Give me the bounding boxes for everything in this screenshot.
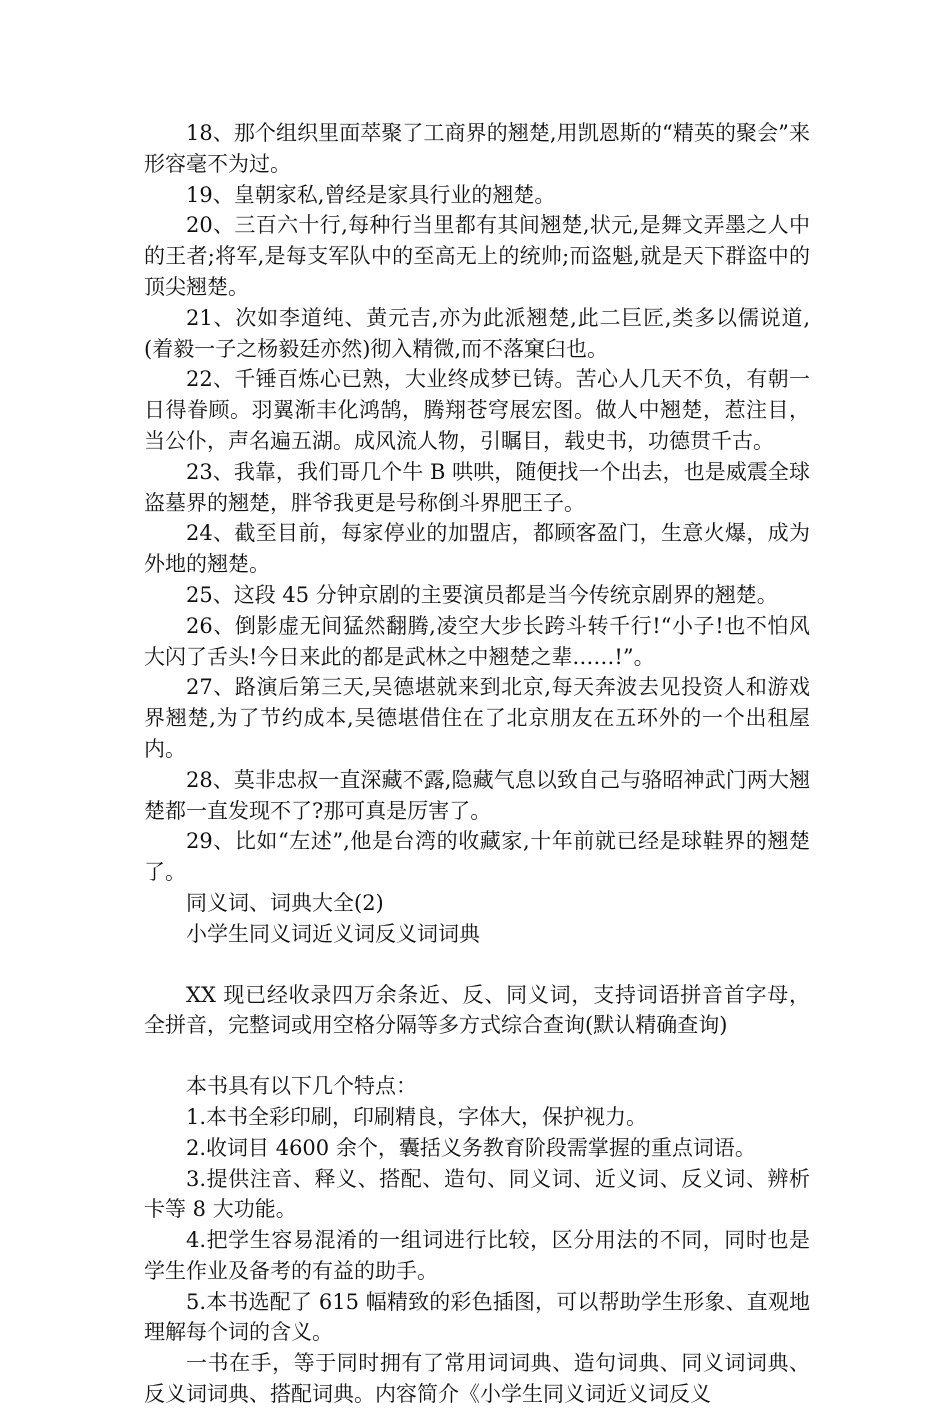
summary-paragraph: 一书在手，等于同时拥有了常用词词典、造句词典、同义词词典、反义词词典、搭配词典。内容简介《小学生同义词近义词反义 <box>144 1351 810 1407</box>
document-page <box>144 118 810 1410</box>
feature-item-1: 1.本书全彩印刷，印刷精良，字体大，保护视力。 <box>186 1104 648 1129</box>
features-heading: 本书具有以下几个特点： <box>186 1074 417 1099</box>
blank-line <box>144 950 810 980</box>
blank-line <box>144 1041 810 1071</box>
paragraph-26: 26、倒影虚无间猛然翻腾,凌空大步长跨斗转千行!“小子!也不怕风大闪了舌头!今日来此的都是武林之中翘楚之辈……!”。 <box>144 613 810 669</box>
intro-paragraph: XX 现已经收录四万余条近、反、同义词，支持词语拼音首字母，全拼音，完整词或用空格分隔等多方式综合查询(默认精确查询) <box>144 982 810 1038</box>
paragraph-29: 29、比如“左述”,他是台湾的收藏家,十年前就已经是球鞋界的翘楚了。 <box>144 829 810 885</box>
paragraph-27: 27、路演后第三天,吴德堪就来到北京,每天奔波去见投资人和游戏界翘楚,为了节约成本,吴德堪借住在了北京朋友在五环外的一个出租屋内。 <box>144 675 810 761</box>
feature-item-4: 4.把学生容易混淆的一组词进行比较，区分用法的不同，同时也是学生作业及备考的有益的助手。 <box>144 1228 810 1283</box>
book-title: 小学生同义词近义词反义词词典 <box>186 921 480 946</box>
feature-item-2: 2.收词目 4600 余个，囊括义务教育阶段需掌握的重点词语。 <box>186 1135 756 1160</box>
paragraph-24: 24、截至目前，每家停业的加盟店，都顾客盈门，生意火爆，成为外地的翘楚。 <box>144 521 810 577</box>
paragraph-23: 23、我靠，我们哥几个牛 B 哄哄，随便找一个出去，也是威震全球盗墓界的翘楚，胖爷我更是号称倒斗界肥王子。 <box>144 459 810 515</box>
paragraph-21: 21、次如李道纯、黄元吉,亦为此派翘楚,此二巨匠,类多以儒说道,(着毅一子之杨毅廷亦然)彻入精微,而不落窠臼也。 <box>144 305 810 361</box>
paragraph-18: 18、那个组织里面萃聚了工商界的翘楚,用凯恩斯的“精英的聚会”来形容毫不为过。 <box>144 121 810 176</box>
feature-item-3: 3.提供注音、释义、搭配、造句、同义词、近义词、反义词、辨析卡等 8 大功能。 <box>144 1166 810 1222</box>
paragraph-20: 20、三百六十行,每种行当里都有其间翘楚,状元,是舞文弄墨之人中的王者;将军,是每支军队中的至高无上的统帅;而盗魁,就是天下群盗中的顶尖翘楚。 <box>144 213 810 299</box>
paragraph-28: 28、莫非忠叔一直深藏不露,隐藏气息以致自己与骆昭神武门两大翘楚都一直发现不了?那可真是厉害了。 <box>144 767 810 823</box>
paragraph-25: 25、这段 45 分钟京剧的主要演员都是当今传统京剧界的翘楚。 <box>186 582 778 607</box>
feature-item-5: 5.本书选配了 615 幅精致的彩色插图，可以帮助学生形象、直观地理解每个词的含义。 <box>144 1289 810 1345</box>
section-heading: 同义词、词典大全(2) <box>186 890 384 915</box>
paragraph-22: 22、千锤百炼心已熟，大业终成梦已铸。苦心人几天不负，有朝一日得眷顾。羽翼渐丰化鸿鹄，腾翔苍穹展宏图。做人中翘楚，惹注目，当公仆，声名遍五湖。成风流人物，引瞩目，载史书，功德贯千古。 <box>144 367 810 453</box>
paragraph-19: 19、皇朝家私,曾经是家具行业的翘楚。 <box>186 182 556 207</box>
